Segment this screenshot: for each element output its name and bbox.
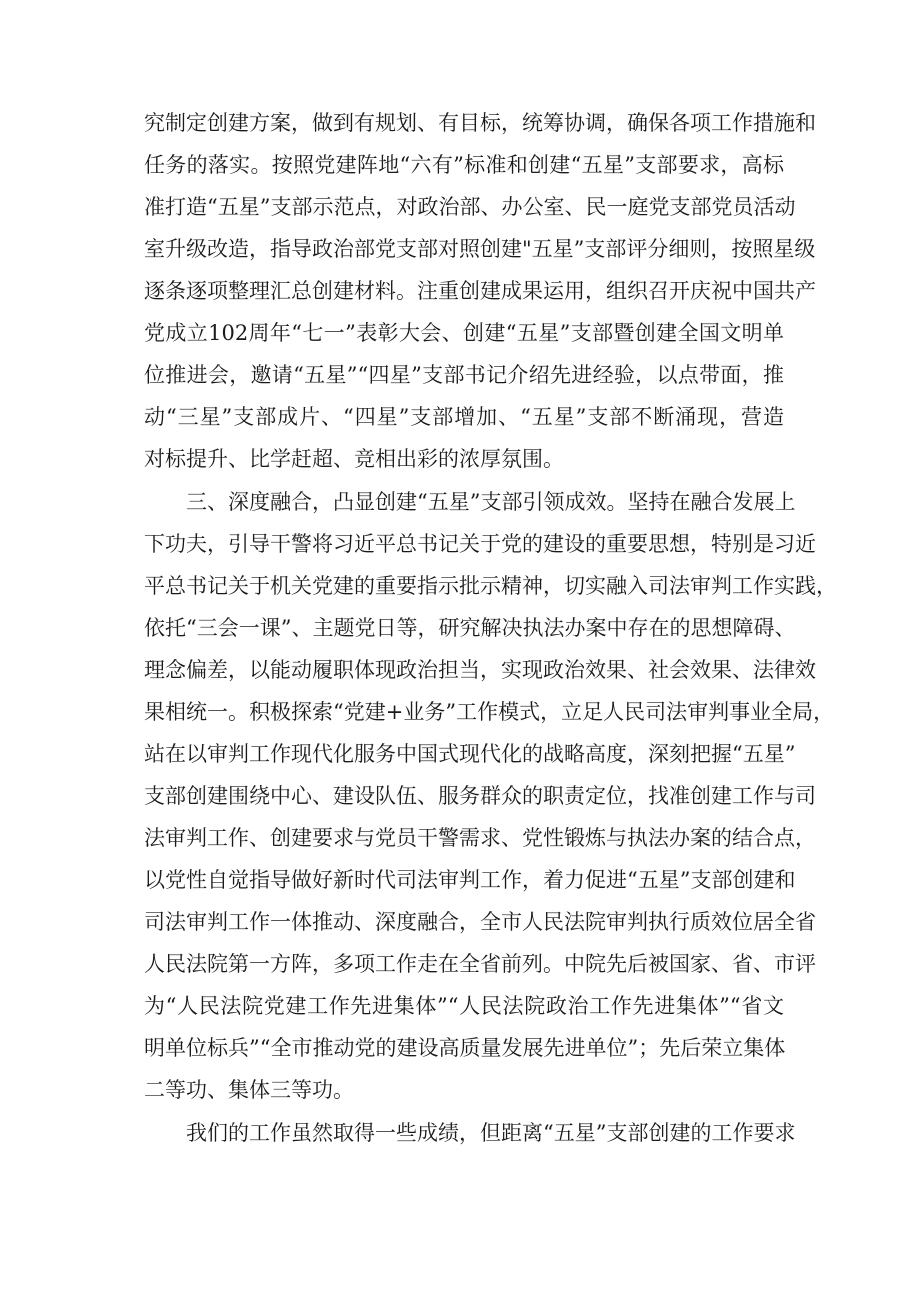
text-line: 任务的落实。按照党建阵地“六有”标准和创建“五星”支部要求，高标	[144, 153, 784, 177]
text-line: 逐条逐项整理汇总创建材料。注重创建成果运用，组织召开庆祝中国共产	[144, 279, 816, 303]
text-line: 法审判工作、创建要求与党员干警需求、党性锻炼与执法办案的结合点，	[144, 826, 816, 850]
text-line: 室升级改造，指导政治部党支部对照创建"五星”支部评分细则，按照星级	[144, 237, 816, 261]
text-line: 平总书记关于机关党建的重要指示批示精神，切实融入司法审判工作实践，	[144, 574, 837, 598]
text-line: 对标提升、比学赶超、竞相出彩的浓厚氛围。	[144, 447, 564, 471]
text-line: 支部创建围绕中心、建设队伍、服务群众的职责定位，找准创建工作与司	[144, 784, 816, 808]
text-line: 位推进会，邀请“五星”“四星”支部书记介绍先进经验，以点带面，推	[144, 363, 784, 387]
text-line: 明单位标兵”“全市推动党的建设高质量发展先进单位”；先后荣立集体	[144, 1036, 786, 1060]
text-line: 下功夫，引导干警将习近平总书记关于党的建设的重要思想，特别是习近	[144, 532, 816, 556]
text-line: 为“人民法院党建工作先进集体”“人民法院政治工作先进集体”“省文	[144, 994, 784, 1018]
text-line: 果相统一。积极探索“党建+业务”工作模式，立足人民司法审判事业全局，	[144, 700, 835, 724]
text-line: 人民法院第一方阵，多项工作走在全省前列。中院先后被国家、省、市评	[144, 952, 816, 976]
text-line: 二等功、集体三等功。	[144, 1078, 354, 1102]
text-line: 究制定创建方案，做到有规划、有目标，统筹协调，确保各项工作措施和	[144, 111, 816, 135]
text-line: 动“三星”支部成片、“四星”支部增加、“五星”支部不断涌现，营造	[144, 405, 784, 429]
text-line: 站在以审判工作现代化服务中国式现代化的战略高度，深刻把握“五星”	[144, 742, 796, 766]
text-line: 准打造“五星”支部示范点，对政治部、办公室、民一庭党支部党员活动	[144, 195, 796, 219]
text-line: 司法审判工作一体推动、深度融合，全市人民法院审判执行质效位居全省	[144, 910, 816, 934]
text-line: 理念偏差，以能动履职体现政治担当，实现政治效果、社会效果、法律效	[144, 658, 816, 682]
text-line: 党成立102周年“七一”表彰大会、创建“五星”支部暨创建全国文明单	[144, 321, 784, 345]
text-line: 以党性自觉指导做好新时代司法审判工作，着力促进“五星”支部创建和	[144, 868, 796, 892]
paragraph-first-line: 我们的工作虽然取得一些成绩，但距离“五星”支部创建的工作要求	[186, 1121, 796, 1145]
paragraph-heading-line: 三、深度融合，凸显创建“五星”支部引领成效。坚持在融合发展上	[186, 490, 796, 514]
text-line: 依托“三会一课”、主题党日等，研究解决执法办案中存在的思想障碍、	[144, 616, 796, 640]
